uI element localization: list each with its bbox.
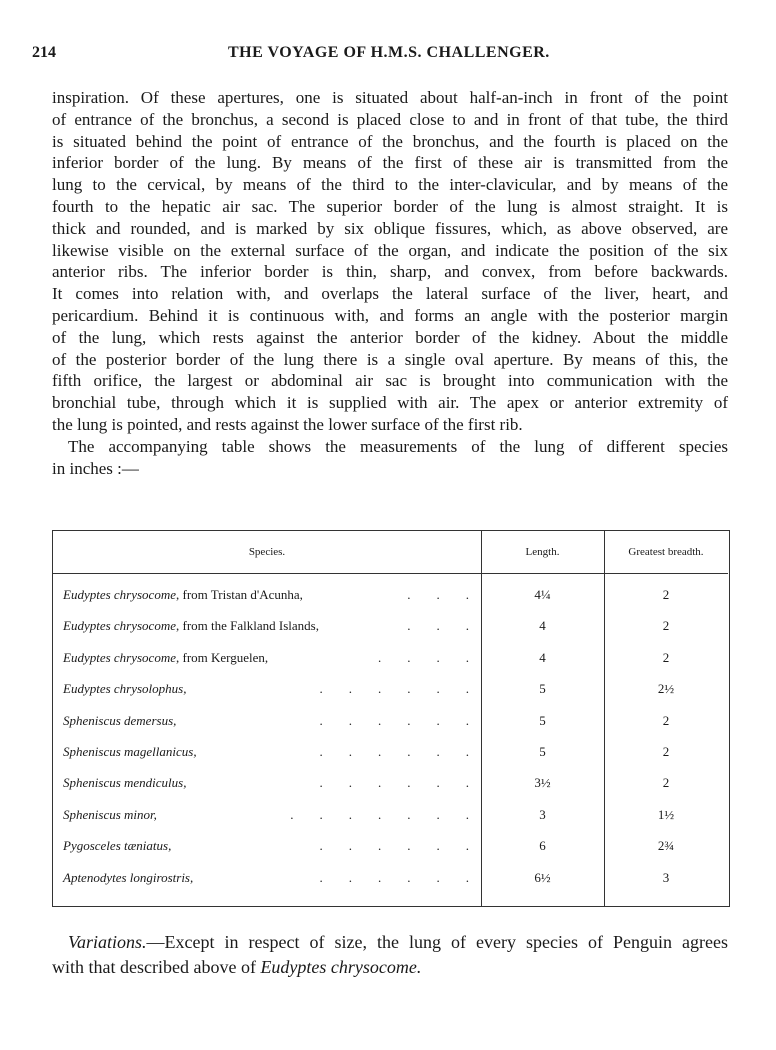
leader-dots: . . . . . .	[319, 869, 469, 885]
variations-text: with that described above of	[52, 957, 261, 977]
species-name: Aptenodytes longirostris,	[63, 869, 194, 885]
length-cell: 3½	[534, 775, 551, 791]
locality: , from Kerguelen,	[176, 649, 269, 665]
leader-dots: . . . . . .	[319, 712, 469, 728]
breadth-cell: 3	[662, 869, 670, 885]
table-row	[53, 738, 729, 769]
text-line: fifth orifice, the largest or abdominal air sac is brought into communication with the	[52, 371, 728, 391]
text-line: anterior ribs. The inferior border is thin, sharp, and convex, from before backwards.	[52, 262, 728, 282]
length-cell: 4	[539, 649, 546, 665]
species-name: Eudyptes chrysolophus,	[63, 681, 187, 697]
page-number: 214	[32, 44, 56, 61]
running-title: THE VOYAGE OF H.M.S. CHALLENGER.	[228, 44, 550, 61]
table-row	[53, 581, 729, 612]
text-line: bronchial tube, through which it is supplied with air. The apex or anterior extremity of	[52, 393, 728, 413]
leader-dots: . . . . . .	[319, 775, 469, 791]
paragraph-body	[52, 87, 728, 436]
text-line: The accompanying table shows the measurements of the lung of different species	[68, 437, 728, 456]
text-line: likewise visible on the external surface of the organ, and indicate the position of the six	[52, 240, 728, 260]
species-name: Pygosceles tæniatus,	[63, 838, 172, 854]
text-line: fourth to the hepatic air sac. The superior border of the lung is almost straight. It is	[52, 196, 728, 216]
text-line: lung to the cervical, by means of the third to the inter-clavicular, and by means of the	[52, 175, 728, 195]
table-row	[53, 864, 729, 895]
variations-text: —Except in respect of size, the lung of every species of Penguin agrees	[146, 932, 728, 952]
leader-dots: . . . . . . .	[290, 806, 469, 822]
species-name: Eudyptes chrysocome	[63, 618, 176, 634]
length-cell: 6½	[534, 869, 551, 885]
header-length: Length.	[481, 531, 604, 574]
text-line: It comes into relation with, and overlaps the lateral surface of the liver, heart, and	[52, 284, 728, 304]
text-line: the lung is pointed, and rests against the lower surface of the first rib.	[52, 414, 523, 434]
header-breadth: Greatest breadth.	[604, 531, 728, 574]
table-row	[53, 644, 729, 675]
species-name: Spheniscus magellanicus,	[63, 744, 197, 759]
leader-dots: . . . . . .	[319, 838, 469, 854]
breadth-cell: 2	[662, 649, 670, 665]
species-name: Eudyptes chrysocome	[63, 649, 176, 665]
species-name: Eudyptes chrysocome	[63, 587, 176, 602]
table-row	[53, 801, 729, 832]
table-row	[53, 612, 729, 643]
breadth-cell: 2	[662, 712, 670, 728]
text-line: inspiration. Of these apertures, one is situated about half-an-inch in front of the point	[52, 88, 728, 107]
text-line: of the posterior border of the lung there is a single oval aperture. By means of this, the	[52, 349, 728, 369]
variations-heading: Variations.	[68, 932, 147, 952]
table-row	[53, 832, 729, 863]
leader-dots: . . . . . .	[319, 744, 469, 759]
breadth-cell: 2	[662, 618, 670, 634]
length-cell: 5	[539, 681, 546, 697]
text-line: of the lung, which rests against the anterior border of the kidney. About the middle	[52, 327, 728, 347]
length-cell: 3	[539, 806, 546, 822]
paragraph-table-intro	[52, 436, 728, 480]
species-name: Spheniscus minor,	[63, 806, 157, 822]
breadth-cell: 2	[662, 587, 670, 602]
length-cell: 5	[539, 744, 546, 759]
table-row	[53, 707, 729, 738]
variations-paragraph	[52, 930, 728, 980]
breadth-cell: 1½	[657, 806, 675, 822]
text-line: is situated behind the point of entrance of the bronchus, and the fourth is placed on the	[52, 131, 728, 151]
species-name: Spheniscus demersus,	[63, 712, 177, 728]
variations-line	[52, 930, 728, 955]
leader-dots: . . . . . .	[319, 681, 469, 697]
breadth-cell: 2	[662, 744, 670, 759]
variations-line	[52, 955, 728, 980]
length-cell: 5	[539, 712, 546, 728]
locality: , from the Falkland Islands,	[176, 618, 319, 634]
locality: , from Tristan d'Acunha,	[176, 587, 303, 602]
table-row	[53, 675, 729, 706]
leader-dots: . . .	[407, 618, 469, 634]
length-cell: 4¼	[534, 587, 551, 602]
table-row	[53, 769, 729, 800]
species-name: Spheniscus mendiculus,	[63, 775, 187, 791]
measurements-table	[52, 530, 730, 907]
text-line: inferior border of the lung. By means of the first of these air is transmitted from the	[52, 153, 728, 173]
text-line: of entrance of the bronchus, a second is placed close to and in front of that tube, the third	[52, 109, 728, 129]
text-line: thick and rounded, and is marked by six oblique fissures, which, as above observed, are	[52, 218, 728, 238]
text-line: pericardium. Behind it is continuous with, and forms an angle with the posterior margin	[52, 305, 728, 325]
species-name: Eudyptes chrysocome.	[260, 957, 422, 977]
breadth-cell: 2	[662, 775, 670, 791]
breadth-cell: 2½	[657, 681, 675, 697]
text-line: in inches :—	[52, 458, 139, 478]
length-cell: 4	[539, 618, 546, 634]
length-cell: 6	[539, 838, 546, 854]
breadth-cell: 2¾	[657, 838, 675, 854]
leader-dots: . . .	[407, 587, 469, 602]
header-species: Species.	[53, 531, 481, 574]
leader-dots: . . . .	[378, 649, 469, 665]
